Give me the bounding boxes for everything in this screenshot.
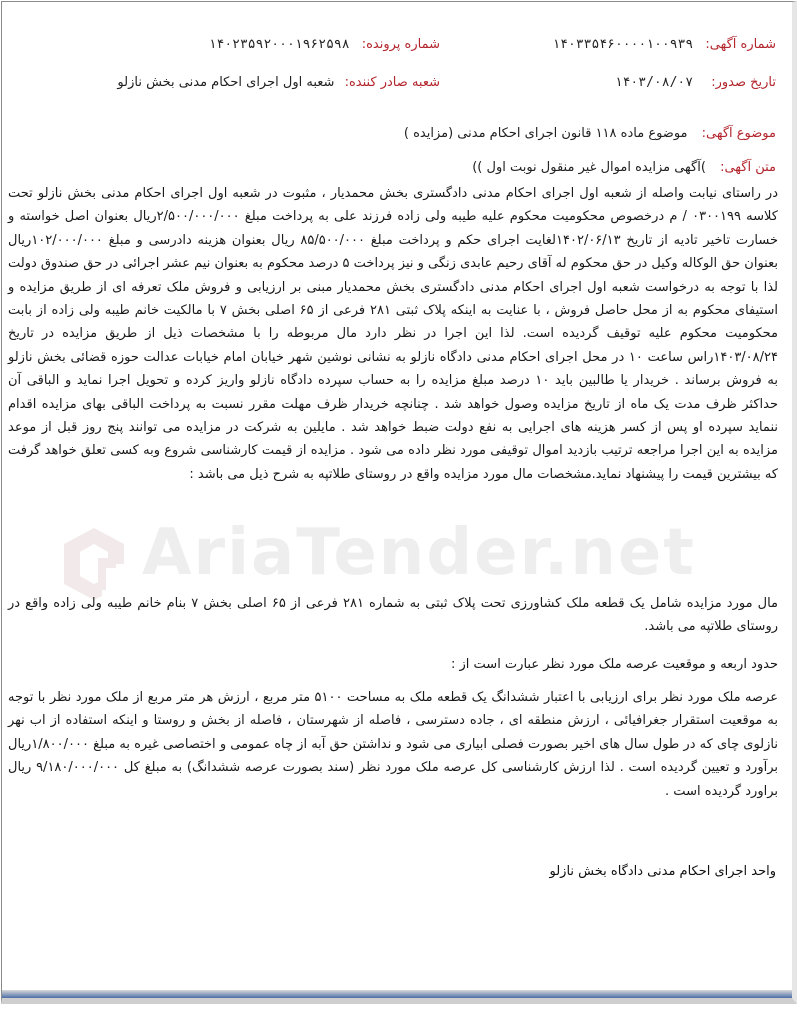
subject-row [404, 126, 776, 141]
subject-value: موضوع ماده ۱۱۸ قانون اجرای احکام مدنی (مزایده ) [403, 126, 688, 141]
signature: واحد اجرای احکام مدنی دادگاه بخش نازلو [549, 864, 776, 879]
ad-number-value: ۱۴۰۳۳۵۴۶۰۰۰۰۱۰۰۹۳۹ [552, 37, 694, 52]
file-number-row [209, 37, 440, 52]
ad-text-value: )آگهی مزایده اموال غیر منقول نوبت اول )) [472, 160, 706, 175]
file-number-label: شماره پرونده: [361, 37, 440, 52]
issue-date-value: ۱۴۰۳/۰۸/۰۷ [614, 75, 694, 90]
issue-date-label: تاریخ صدور: [711, 75, 776, 90]
ad-number-row [552, 37, 776, 52]
body-paragraph-valuation: عرصه ملک مورد نظر برای ارزیابی با اعتبار ششدانگ یک قطعه ملک به مساحت ۵۱۰۰ متر مربع ، ارزش هر متر مربع از ملک مورد نظر با توجه به موقعیت استقرار جغرافیائی ، ارزش منطقه ای ، جاده دسترسی ، فاصله از شهرستان ، فاصله از بخش و روستا و اینکه استفاده از اب نهر نازلوی چای که در طول سال های اخیر بصورت فصلی ابیاری می شود و نداشتن حق آبه از چاه عمومی و اختصاصی غیره به مبلغ ۱/۸۰۰/۰۰۰ریال برآورد و تعیین گردیده است . لذا ارزش کارشناسی کل عرصه ملک مورد نظر (سند بصورت عرصه ششدانگ) به مبلغ کل ۹/۱۸۰/۰۰۰/۰۰۰ ریال براورد گردیده است . [8, 690, 778, 799]
subject-label: موضوع آگهی: [701, 126, 776, 141]
body-paragraph-main: در راستای نیابت واصله از شعبه اول اجرای احکام مدنی دادگستری بخش محمدیار ، مثبوت در شعبه اول اجرای احکام مدنی بخش نازلو تحت کلاسه ۰۳۰۰۱۹۹ / م درخصوص محکومیت محکوم علیه طیبه ولی زاده فرزند علی به پرداخت مبلغ ۲/۵۰۰/۰۰۰/۰۰۰ریال بعنوان اصل خواسته و خسارت تاخیر تادیه از تاریخ ۱۴۰۲/۰۶/۱۳لغایت اجرای حکم و پرداخت مبلغ ۸۵/۵۰۰/۰۰۰ ریال بعنوان هزینه دادرسی و مبلغ ۱۰۲/۰۰۰/۰۰۰ریال بعنوان حق الوکاله وکیل در حق محکوم له آقای رحیم عابدی زنگی و نیز پرداخت ۵ درصد محکوم به بعنوان نیم عشر اجرائی در حق صندوق دولت لذا با توجه به درخواست شعبه اول اجرای احکام مدنی دادگستری بخش محمدیار مبنی بر ارزیابی و فروش ملک تعرفه ای از طریق مزایده و استیفای محکوم به از محل حاصل فروش ، با عنایت به اینکه پلاک ثبتی ۲۸۱ فرعی از ۶۵ اصلی بخش ۷ با مالکیت خانم طیبه ولی زاده از بابت محکومیت محکوم علیه توقیف گردیده است. لذا این اجرا در نظر دارد مال مربوطه را با مشخصات ذیل از طریق مزایده در تاریخ ۱۴۰۳/۰۸/۲۴راس ساعت ۱۰ در محل اجرای احکام مدنی دادگاه نازلو به نشانی نوشین شهر خیابان امام خیابات عدالت حوزه قضائی بخش نازلو به فروش برساند . خریدار یا طالبین باید ۱۰ درصد مبلغ مزایده را به حساب سپرده دادگاه نازلو واریز کرده و تحویل اجرا نماید و الباقی آن حداکثر ظرف مدت یک ماه از تاریخ مزایده وصول خواهد شد . چنانچه خریدار ظرف مهلت مقرر نسبت به پرداخت الباقی بهای مزایده اقدام ننماید سپرده او پس از کسر هزینه های اجرایی به نفع دولت ضبط خواهد شد . مایلین به شرکت در مزایده می توانند پنج روز قبل از موعد مزایده به این اجرا مراجعه ترتیب بازدید اموال توقیفی مورد نظر داده می شود . مزایده از قیمت کارشناسی شروع وبه کسی تعلق خواهد گرفت که بیشترین قیمت را پیشنهاد نماید.مشخصات مال مورد مزایده واقع در روستای طلاتپه به شرح ذیل می باشد : [8, 186, 778, 482]
ad-number-label: شماره آگهی: [705, 37, 776, 52]
ad-text-label: متن آگهی: [720, 160, 776, 175]
issuer-row [117, 75, 440, 90]
issuer-value: شعبه اول اجرای احکام مدنی بخش نازلو [117, 75, 335, 90]
body-paragraph-boundaries-heading: حدود اربعه و موقعیت عرصه ملک مورد نظر عبارت است از : [451, 657, 778, 672]
bottom-strip [2, 990, 792, 998]
file-number-value: ۱۴۰۲۳۵۹۲۰۰۰۱۹۶۲۵۹۸ [208, 37, 350, 52]
ad-text-row [472, 160, 776, 175]
body-paragraph-property: مال مورد مزایده شامل یک قطعه ملک کشاورزی تحت پلاک ثبتی به شماره ۲۸۱ فرعی از ۶۵ اصلی بخش ۷ بنام خانم طیبه ولی زاده واقع در روستای طلاتپه می باشد. [8, 596, 778, 635]
issue-date-row [615, 75, 776, 90]
watermark-text: AriaTender.net [142, 516, 696, 590]
notice-document [1, 1, 797, 1004]
issuer-label: شعبه صادر کننده: [344, 75, 440, 90]
